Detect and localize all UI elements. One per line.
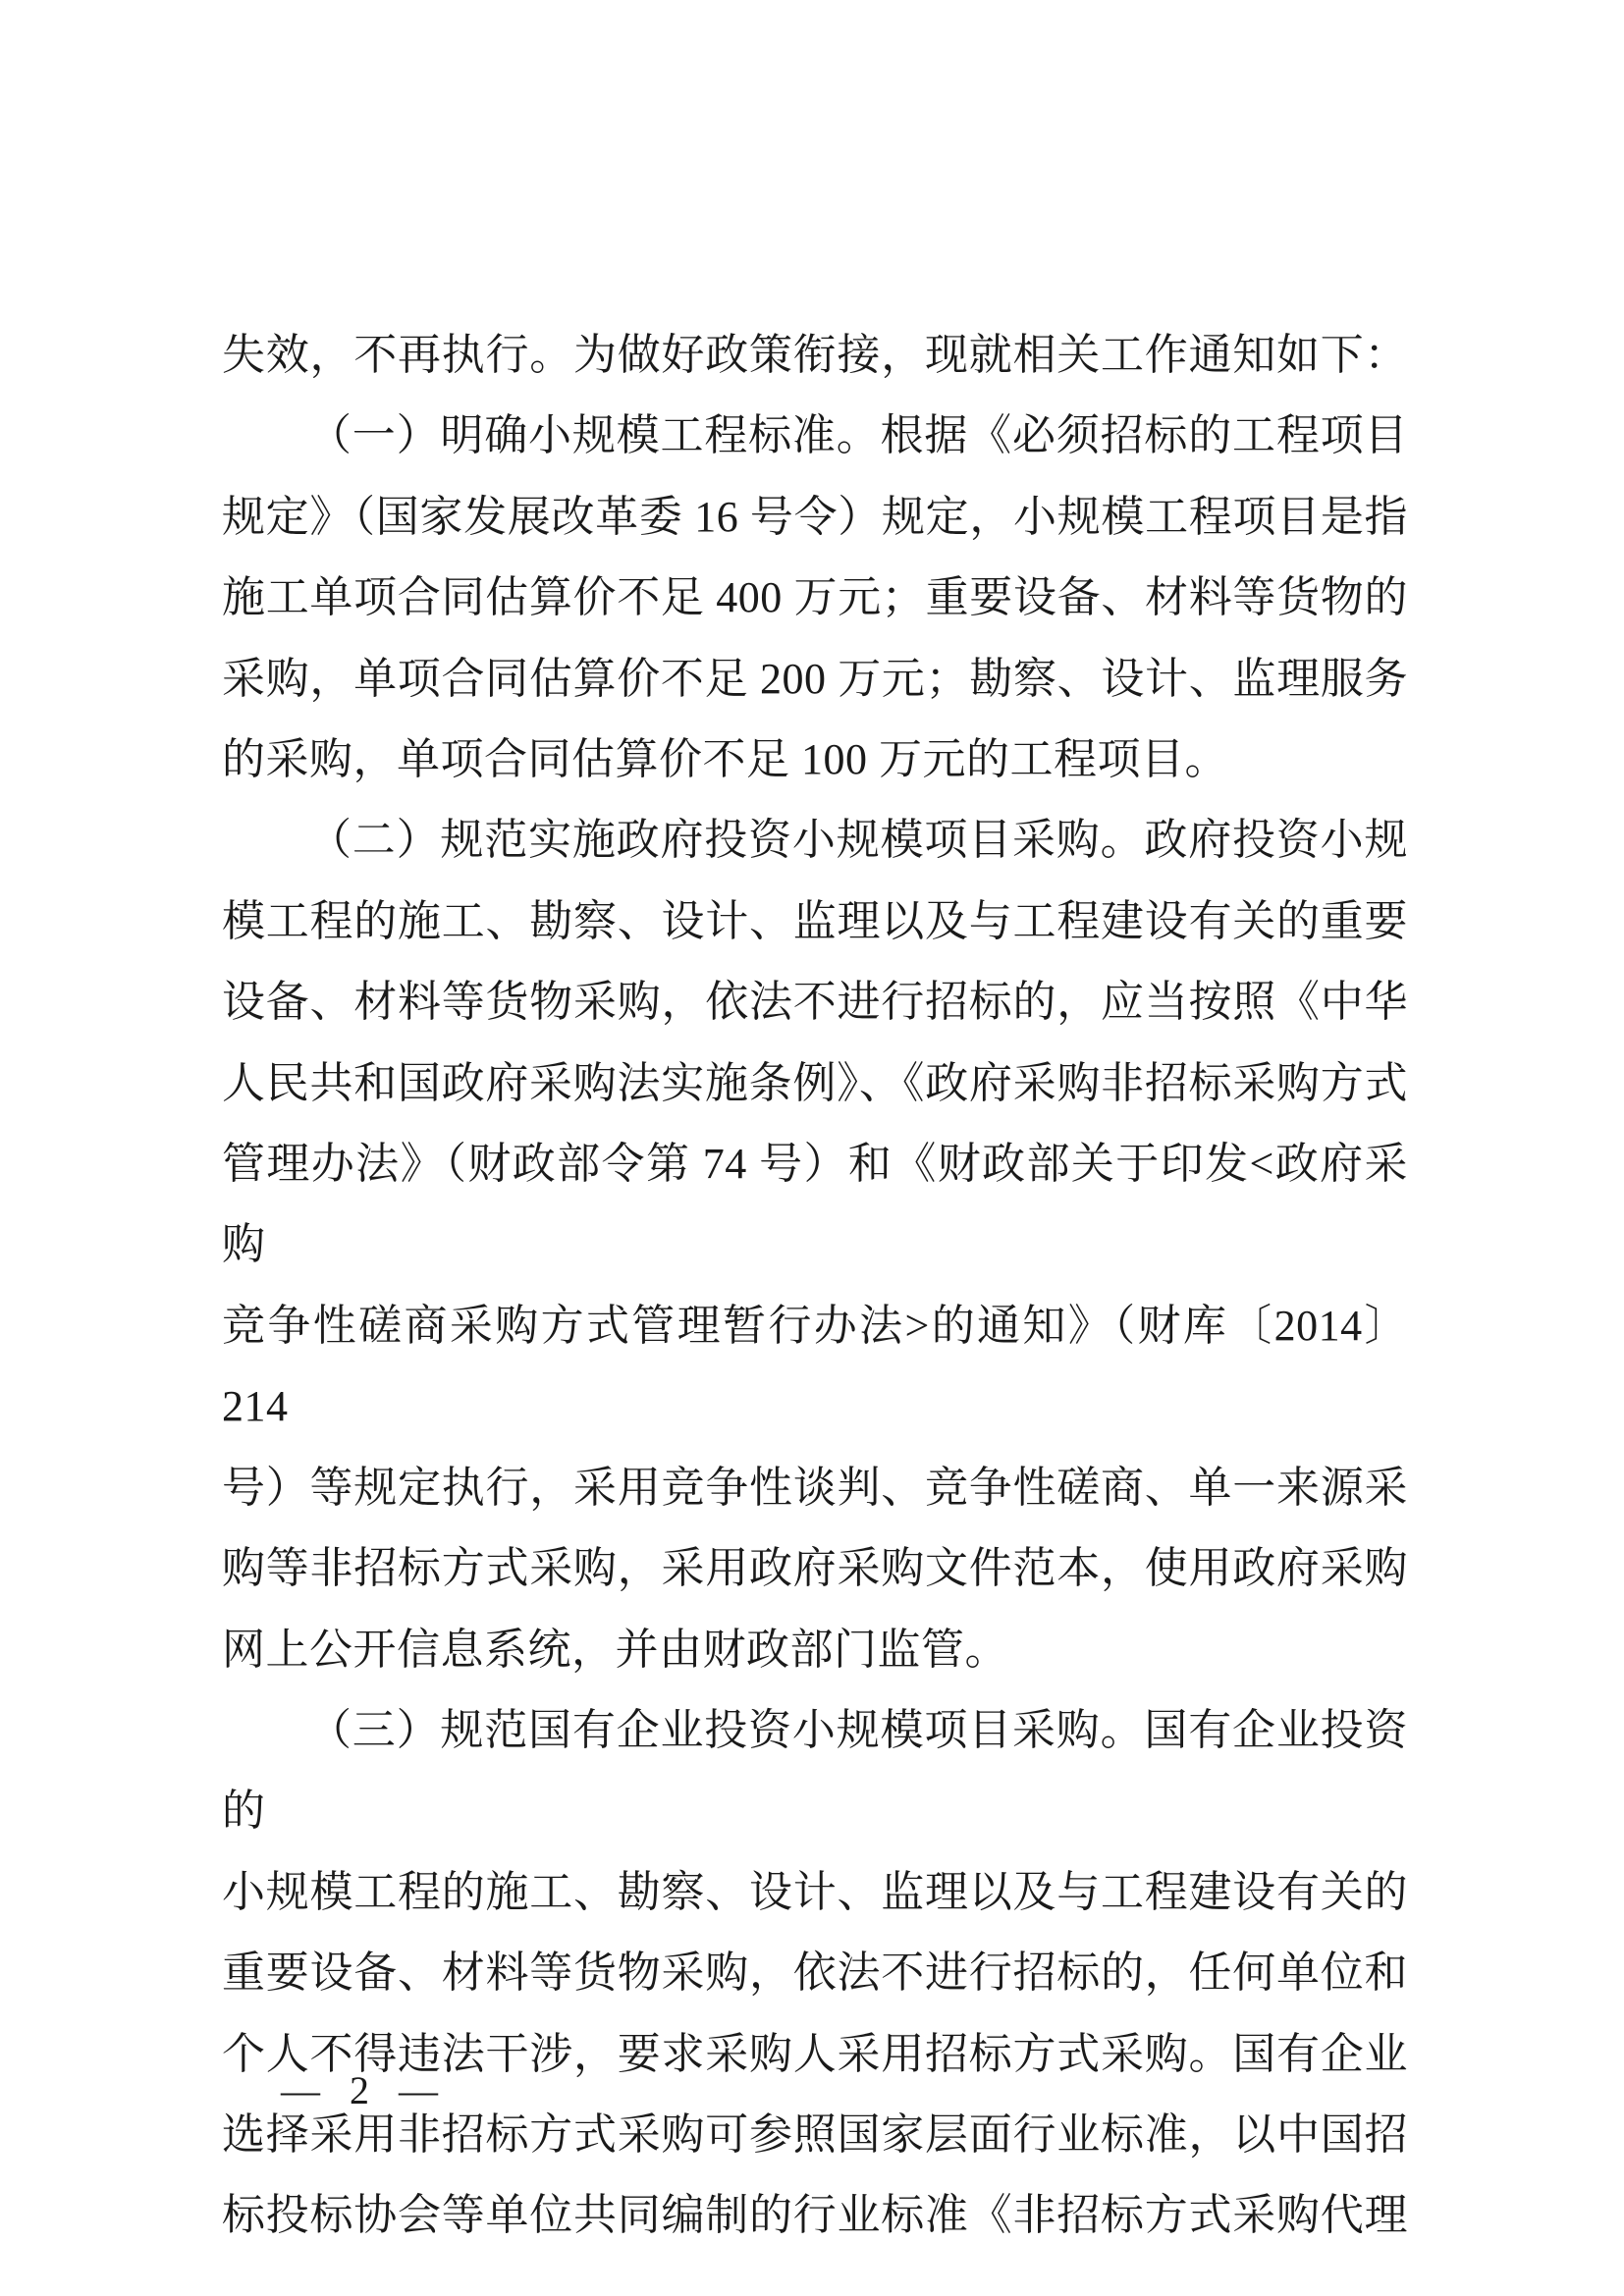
text-line: 竞争性磋商采购方式管理暂行办法>的通知》（财库〔2014〕214	[222, 1301, 1408, 1431]
text-line: 个人不得违法干涉，要求采购人采用招标方式采购。国有企业	[222, 2029, 1408, 2078]
text-line: （三）规范国有企业投资小规模项目采购。国有企业投资的	[222, 1705, 1408, 1836]
text-line: 选择采用非招标方式采购可参照国家层面行业标准，以中国招	[222, 2109, 1408, 2159]
text-line: （一）明确小规模工程标准。根据《必须招标的工程项目	[308, 411, 1408, 460]
text-line: 模工程的施工、勘察、设计、监理以及与工程建设有关的重要	[222, 896, 1408, 945]
document-body	[222, 315, 1408, 2257]
text-line: 号）等规定执行，采用竞争性谈判、竞争性磋商、单一来源采	[222, 1463, 1408, 1512]
text-line: 网上公开信息系统，并由财政部门监管。	[222, 1625, 1008, 1674]
text-line: 规定》（国家发展改革委 16 号令）规定，小规模工程项目是指	[222, 492, 1408, 541]
text-line: 施工单项合同估算价不足 400 万元；重要设备、材料等货物的	[222, 573, 1408, 622]
text-line: 重要设备、材料等货物采购，依法不进行招标的，任何单位和	[222, 1949, 1408, 1998]
text-line: 设备、材料等货物采购，依法不进行招标的，应当按照《中华	[222, 978, 1408, 1027]
text-line: 小规模工程的施工、勘察、设计、监理以及与工程建设有关的	[222, 1867, 1408, 1916]
text-line: （二）规范实施政府投资小规模项目采购。政府投资小规	[308, 816, 1408, 865]
text-line: 的采购，单项合同估算价不足 100 万元的工程项目。	[222, 735, 1228, 784]
text-line: 管理办法》（财政部令第 74 号）和《财政部关于印发<政府采购	[222, 1140, 1408, 1269]
page-number: — 2 —	[281, 2068, 448, 2112]
text-line: 采购，单项合同估算价不足 200 万元；勘察、设计、监理服务	[222, 654, 1408, 703]
text-line: 失效，不再执行。为做好政策衔接，现就相关工作通知如下：	[222, 331, 1408, 379]
text-line: 人民共和国政府采购法实施条例》、《政府采购非招标采购方式	[222, 1058, 1408, 1107]
text-line: 标投标协会等单位共同编制的行业标准《非招标方式采购代理	[222, 2191, 1408, 2240]
text-line: 购等非招标方式采购，采用政府采购文件范本，使用政府采购	[222, 1544, 1408, 1593]
